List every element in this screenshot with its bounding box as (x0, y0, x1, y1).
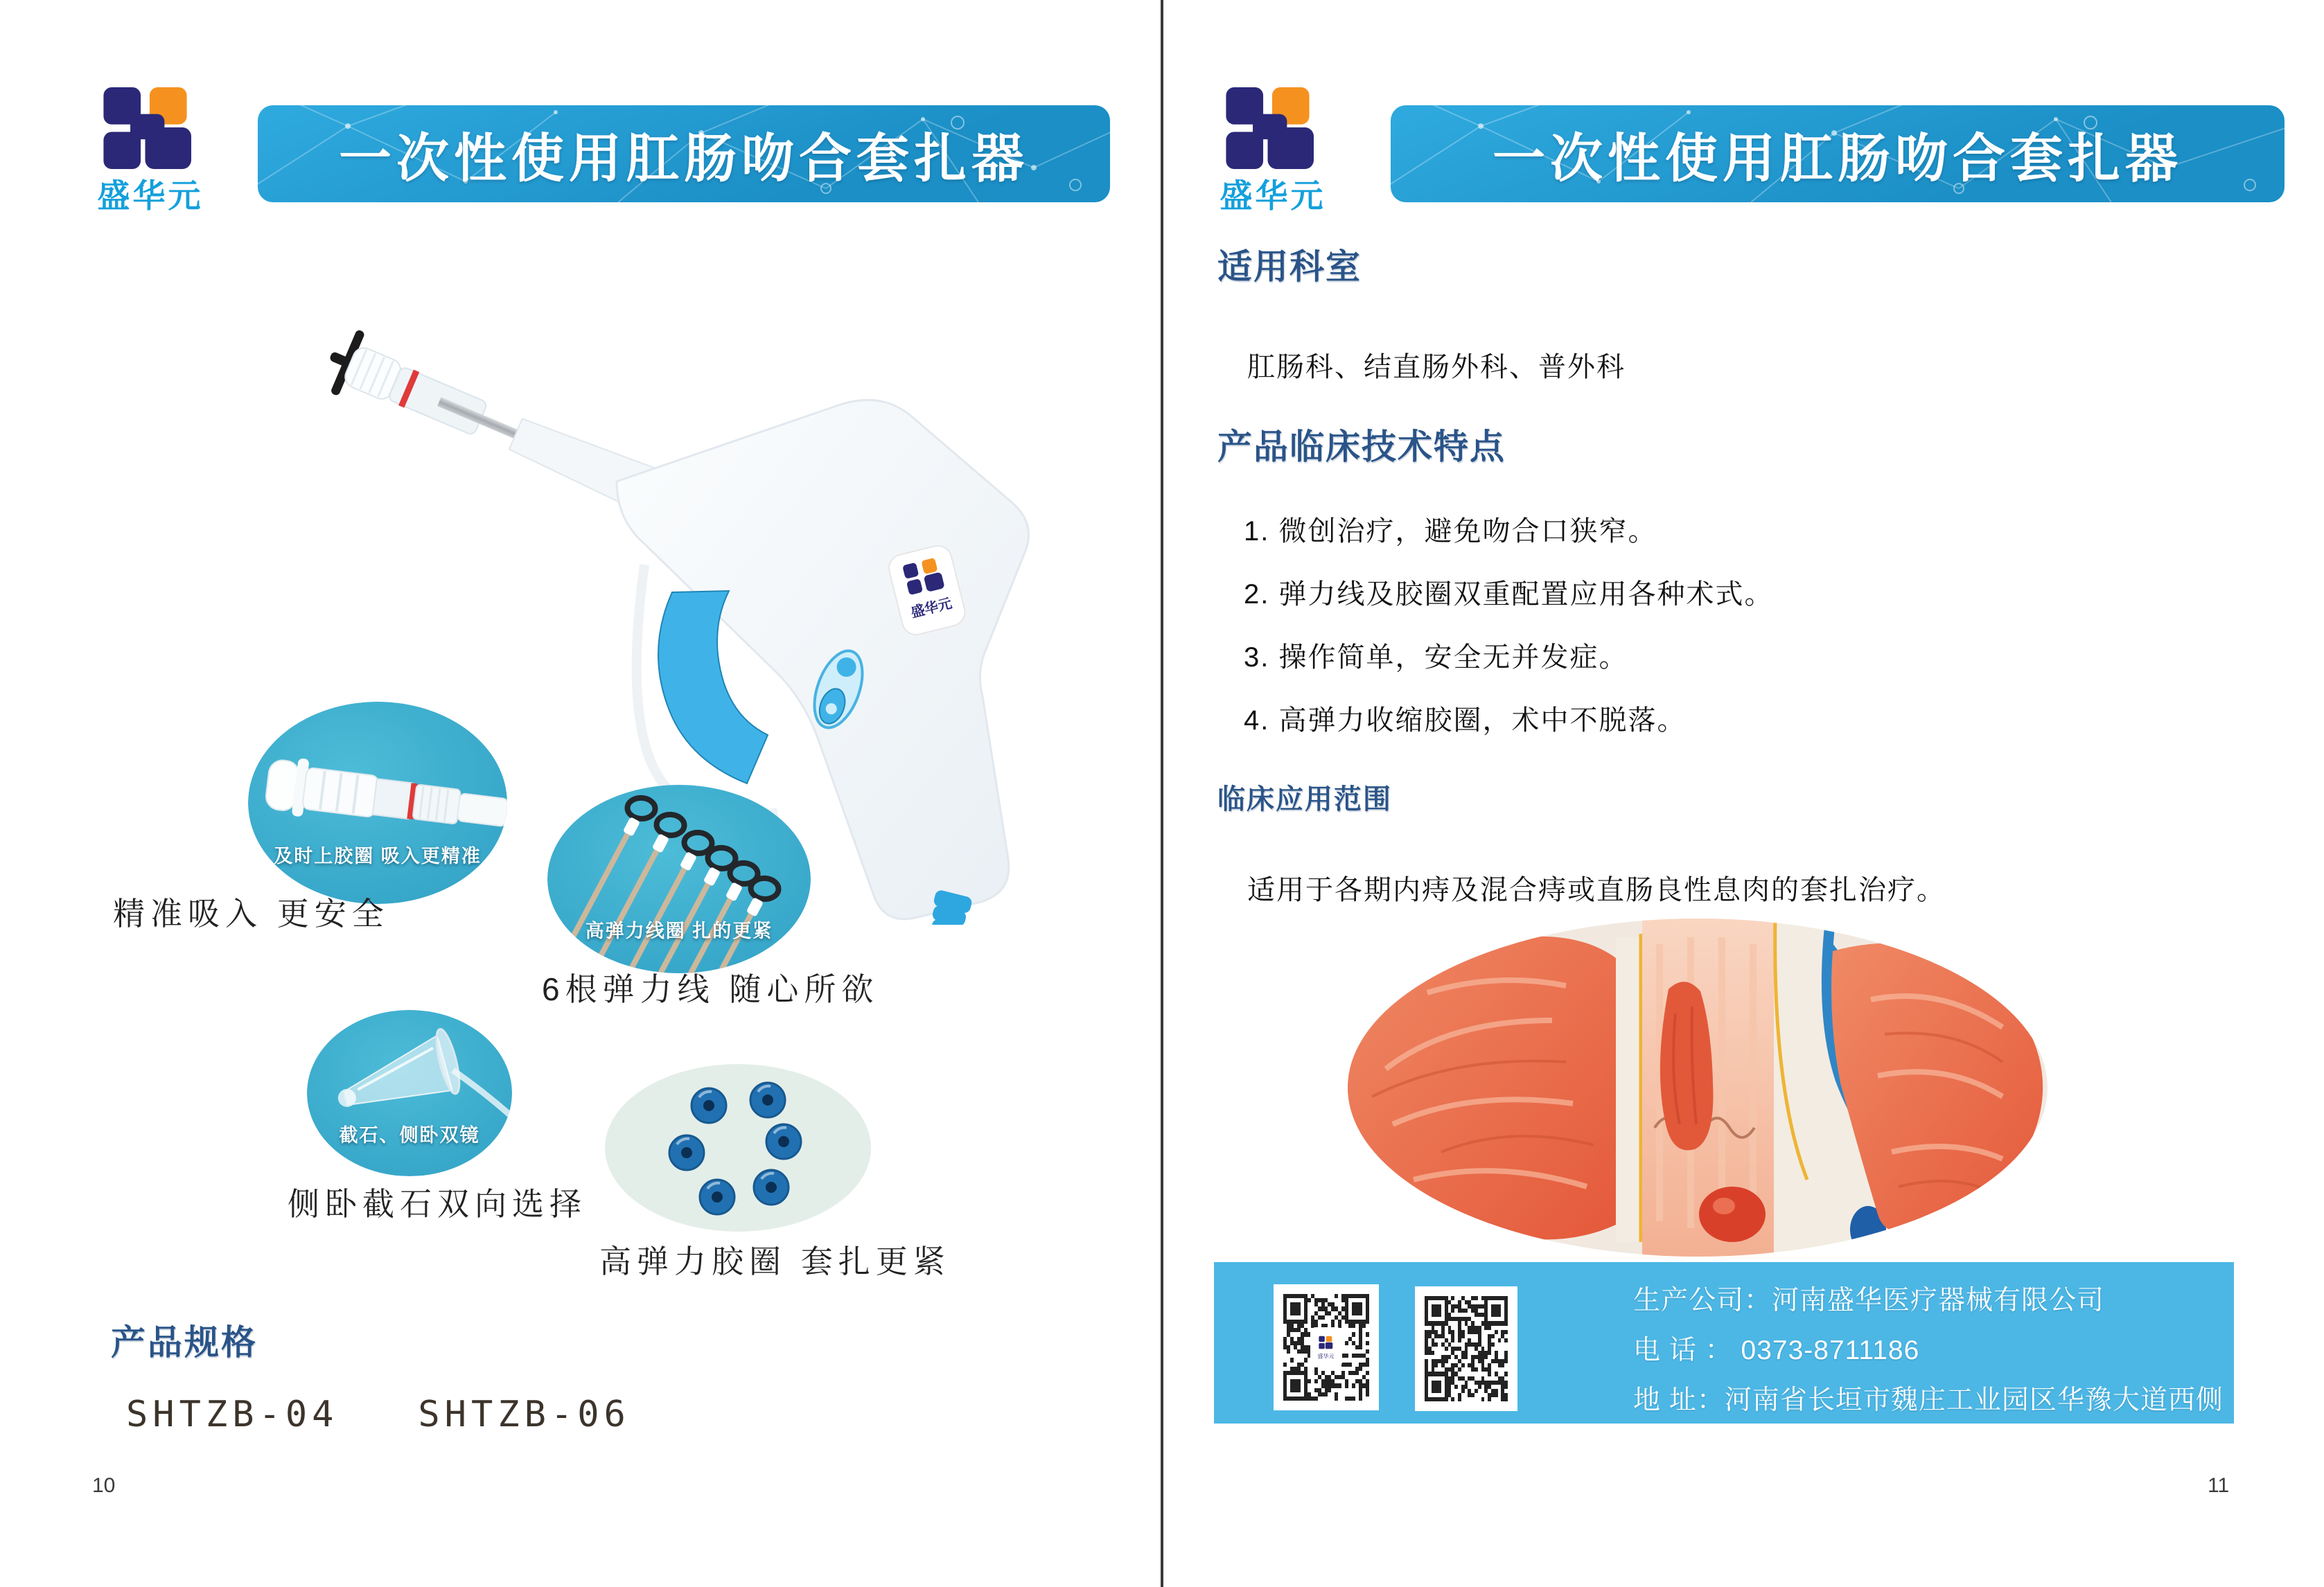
feature-photo-suction-tip (248, 702, 507, 904)
feature-photo-anoscope (307, 1010, 512, 1176)
contact-bar (1214, 1262, 2234, 1424)
contact-phone: 电 话 ： 0373-8711186 (1633, 1336, 1920, 1365)
page-number-left: 10 (92, 1474, 116, 1497)
feature-photo-threads (547, 785, 811, 973)
feature-caption: 精准吸入 更安全 (113, 896, 389, 932)
feature-photo-rings (605, 1064, 872, 1232)
anatomy-illustration-hemorrhoids (1344, 916, 2051, 1259)
clinical-feature-item: 2. 弹力线及胶圈双重配置应用各种术式。 (1244, 579, 1774, 610)
section-heading-departments: 适用科室 (1217, 247, 1362, 286)
qr-center-logo (1310, 1327, 1342, 1367)
qr-code-wechat (1274, 1284, 1379, 1410)
qr-logo-text: 盛华元 (1317, 1352, 1335, 1359)
brand-logo (1207, 87, 1339, 217)
contact-info (1633, 1276, 2224, 1426)
clinical-feature-item: 4. 高弹力收缩胶圈，术中不脱落。 (1244, 705, 1687, 736)
qr-code-secondary (1415, 1286, 1517, 1411)
page-title-banner (1391, 105, 2285, 202)
page-title-banner (258, 105, 1110, 202)
brand-logo-icon (1319, 1335, 1334, 1350)
clinical-scope-body: 适用于各期内痔及混合痔或直肠良性息肉的套扎治疗。 (1247, 875, 1946, 905)
section-heading-clinical-features: 产品临床技术特点 (1217, 427, 1506, 466)
feature-caption: 高弹力胶圈 套扎更紧 (599, 1243, 951, 1279)
feature-overlay-text: 及时上胶圈 吸入更精准 (274, 846, 482, 867)
brand-logo-text: 盛华元 (1220, 177, 1326, 214)
specs-heading: 产品规格 (111, 1323, 258, 1362)
page-title: 一次性使用肛肠吻合套扎器 (1493, 129, 2183, 188)
section-heading-clinical-scope: 临床应用范围 (1217, 784, 1392, 815)
brand-logo (85, 87, 216, 217)
brand-logo-icon (1221, 87, 1325, 169)
page-number-right: 11 (2208, 1474, 2230, 1497)
page-title: 一次性使用肛肠吻合套扎器 (339, 129, 1029, 188)
departments-body: 肛肠科、结直肠外科、普外科 (1247, 352, 1626, 382)
contact-company: 生产公司：河南盛华医疗器械有限公司 (1633, 1286, 2105, 1315)
page-divider (1161, 0, 1163, 1587)
feature-caption: 侧卧截石双向选择 (288, 1186, 587, 1222)
feature-overlay-text: 截石、侧卧双镜 (339, 1125, 480, 1146)
clinical-feature-item: 3. 操作简单，安全无并发症。 (1244, 642, 1628, 673)
qr-pattern (1425, 1296, 1508, 1401)
brand-logo-text: 盛华元 (97, 177, 204, 214)
contact-address: 地 址：河南省长垣市魏庄工业园区华豫大道西侧 (1633, 1385, 2224, 1415)
feature-overlay-text: 高弹力线圈 扎的更紧 (585, 921, 773, 941)
feature-caption: 6根弹力线 随心所欲 (542, 971, 879, 1007)
clinical-feature-item: 1. 微创治疗，避免吻合口狭窄。 (1244, 516, 1657, 547)
spec-models: SHTZB-04 SHTZB-06 (126, 1394, 631, 1435)
svg-text:盛华元: 盛华元 (909, 596, 954, 621)
brand-logo-icon (98, 87, 202, 169)
